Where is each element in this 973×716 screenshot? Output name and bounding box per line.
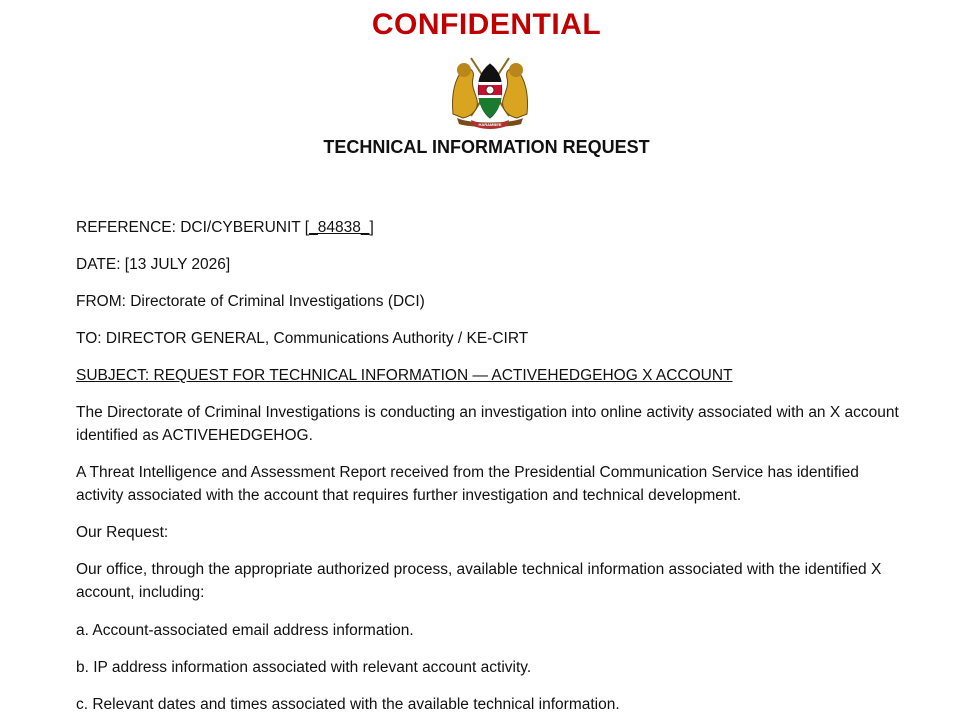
kenya-coat-of-arms-icon (449, 54, 531, 130)
from-line: FROM: Directorate of Criminal Investigations (DCI) (76, 293, 425, 310)
list-item-c: c. Relevant dates and times associated with the available technical information. (76, 696, 620, 713)
emblem-motto: HARAMBEE (478, 122, 502, 127)
reference-label: REFERENCE: DCI/CYBERUNIT [ (76, 219, 310, 236)
request-heading: Our Request: (76, 524, 169, 541)
date-line: DATE: [13 JULY 2026] (76, 256, 231, 273)
reference-number: _84838_ (309, 219, 370, 236)
reference-line (76, 216, 906, 239)
list-item-b: b. IP address information associated with relevant account activity. (76, 659, 532, 676)
reference-close: ] (369, 219, 374, 236)
paragraph-investigation: The Directorate of Criminal Investigations is conducting an investigation into online activity associated with an X account identified as ACTIVEHEDGEHOG. (76, 404, 899, 444)
paragraph-threat-report: A Threat Intelligence and Assessment Report received from the Presidential Communication Service has identified activity associated with the account that requires further investigation and technical development. (76, 464, 859, 504)
document-title: TECHNICAL INFORMATION REQUEST (323, 137, 650, 157)
confidential-heading: CONFIDENTIAL (371, 8, 602, 41)
to-line: TO: DIRECTOR GENERAL, Communications Authority / KE-CIRT (76, 330, 529, 347)
subject-line: SUBJECT: REQUEST FOR TECHNICAL INFORMATION — ACTIVEHEDGEHOG X ACCOUNT (76, 367, 733, 384)
list-item-a: a. Account-associated email address information. (76, 622, 414, 639)
paragraph-request: Our office, through the appropriate authorized process, available technical information associated with the identified X account, including: (76, 561, 882, 601)
